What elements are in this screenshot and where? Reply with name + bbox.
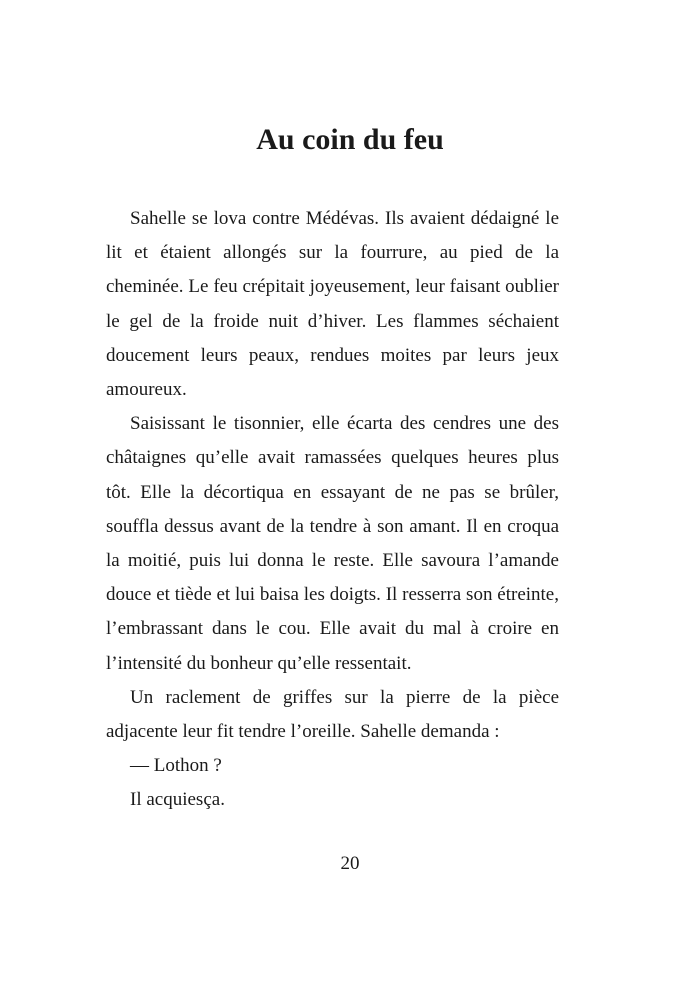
paragraph: Il acquiesça.	[130, 789, 225, 811]
chapter-title: Au coin du feu	[256, 123, 444, 156]
chapter-body	[106, 202, 559, 818]
paragraph: Sahelle se lova contre Médévas. Ils avaient dédaigné le lit et étaient allongés sur la fourrure, au pied de la cheminée. Le feu crépitait joyeusement, leur faisant oublier le gel de la froide nuit d’hiver. Les flammes séchaient doucement leurs peaux, rendues moites par leurs jeux amoureux.	[106, 208, 559, 401]
paragraph: Saisissant le tisonnier, elle écarta des cendres une des châtaignes qu’elle avait ramassées quelques heures plus tôt. Elle la décortiqua en essayant de ne pas se brûler, souffla dessus avant de la tendre à son amant. Il en croqua la moitié, puis lui donna le reste. Elle savoura l’amande douce et tiède et lui baisa les doigts. Il resserra son étreinte, l’embrassant dans le cou. Elle avait du mal à croire en l’intensité du bonheur qu’elle ressentait.	[106, 413, 559, 674]
dialogue-line: — Lothon ?	[130, 755, 222, 777]
paragraph: Un raclement de griffes sur la pierre de la pièce adjacente leur fit tendre l’oreille. Sahelle demanda :	[106, 686, 559, 743]
page-number: 20	[340, 853, 360, 874]
